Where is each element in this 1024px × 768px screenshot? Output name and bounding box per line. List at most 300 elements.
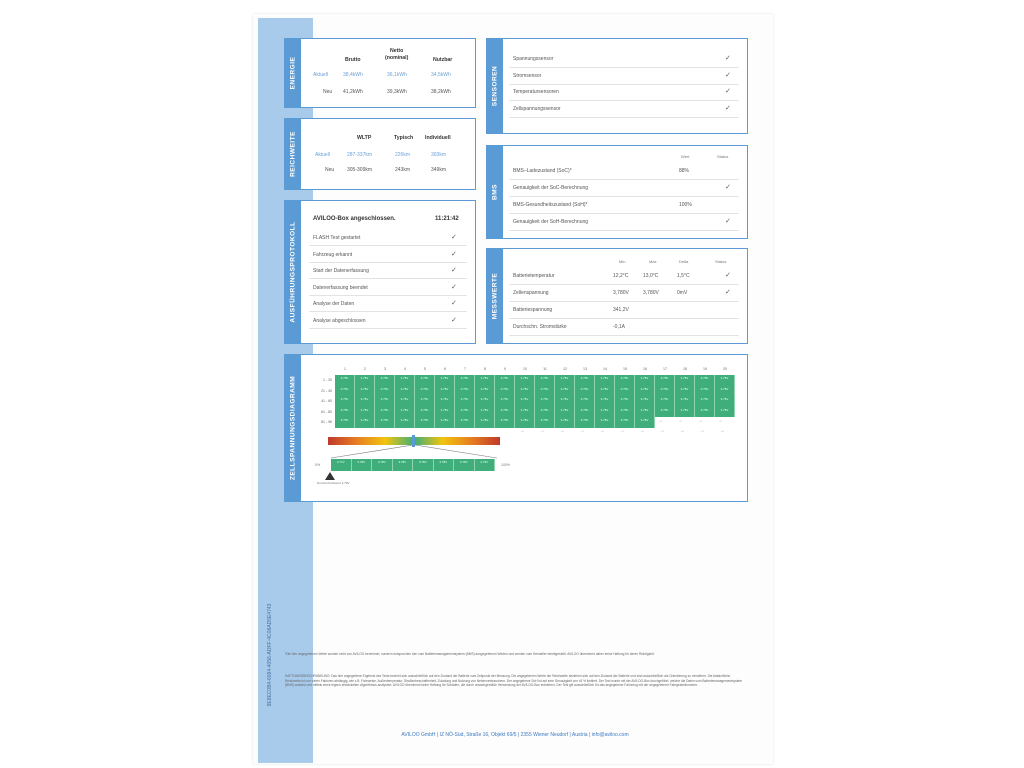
cell-voltage: [695, 407, 715, 418]
row-divider: [509, 117, 739, 118]
row-label: 1 - 20: [323, 378, 332, 382]
column-number: 8: [484, 367, 486, 371]
cell-voltage: [615, 386, 635, 397]
legend-bar: [331, 459, 495, 471]
cell-voltage-value: 3.78V: [400, 376, 409, 380]
cell-voltage: [455, 386, 475, 397]
bms-header-wert: Wert: [681, 154, 690, 159]
bms-panel: [486, 145, 748, 239]
cell-voltage-value: 3.78V: [460, 407, 469, 412]
legend-cell-value: 3.78V: [357, 460, 366, 464]
empty-cell-marker: —: [620, 428, 625, 433]
column-number: 19: [703, 367, 707, 371]
cell-voltage: [675, 386, 695, 397]
messwert-value: 3,780V: [643, 290, 659, 296]
energie-tab: ENERGIE: [285, 39, 301, 107]
cell-voltage-value: 3.78V: [440, 407, 449, 412]
cell-voltage: [575, 417, 595, 428]
energie-panel: [284, 38, 476, 108]
cell-voltage-value: 3.78V: [360, 418, 369, 422]
cell-voltage-value: 3.78V: [480, 386, 489, 391]
cell-voltage-value: 3.78V: [340, 386, 349, 391]
cell-voltage: [375, 386, 395, 397]
reichweite-header-typisch: Typisch: [394, 135, 414, 141]
row-label: 81 - 96: [321, 420, 332, 424]
cell-voltage-value: 3.78V: [500, 397, 509, 401]
cell-voltage: [355, 375, 375, 386]
cell-voltage-value: 3.78V: [600, 407, 609, 412]
cell-voltage: [375, 375, 395, 386]
bms-item-label: BMS-Gesundheitszustand (SoH)*: [513, 202, 588, 208]
check-icon: ✓: [451, 234, 457, 241]
messwerte-header-status: Status: [715, 259, 727, 264]
cell-voltage-value: 3.78V: [340, 418, 349, 422]
empty-cell-marker: —: [640, 428, 645, 433]
footnote-bms: *Die hier angegebenen Werte wurden nicht von AVILOO berechnet, sondern entsprechen den vom Batteriemanagementsystem (BMS) ausgegebenen Werten und werden vom Hersteller bereitgestellt. AVILOO übernimmt daher keine Haftung für deren Richtigkeit.: [285, 652, 655, 656]
cell-voltage-value: 3.78V: [340, 397, 349, 401]
cell-voltage-value: 3.78V: [700, 376, 709, 380]
empty-cell-marker: —: [678, 418, 683, 424]
cell-voltage-value: 3.78V: [380, 397, 389, 401]
legend-cell-value: 3.77V: [336, 460, 345, 464]
sensoren-panel: [486, 38, 748, 134]
cell-voltage: [595, 417, 615, 428]
messwert-label: Zellenspannung: [513, 290, 549, 296]
cell-voltage: [615, 396, 635, 407]
cell-voltage-value: 3.78V: [480, 407, 489, 412]
cell-voltage-value: 3.78V: [560, 386, 569, 391]
bms-item-value: 100%: [679, 202, 692, 208]
row-divider: [309, 245, 467, 246]
cell-voltage-value: 3.78V: [660, 386, 669, 391]
column-number: 16: [643, 367, 647, 371]
empty-cell-marker: —: [700, 428, 705, 433]
protokoll-tab: AUSFÜHRUNGSPROTOKOLL: [285, 201, 301, 343]
cell-voltage-value: 3.78V: [560, 397, 569, 401]
cell-voltage: [415, 386, 435, 397]
cell-voltage-value: 3.78V: [500, 376, 509, 380]
cell-voltage-value: 3.78V: [540, 407, 549, 412]
messwerte-panel: [486, 248, 748, 344]
cell-voltage-value: 3.78V: [580, 407, 589, 412]
cell-voltage: [675, 407, 695, 418]
cell-voltage-value: 3.78V: [600, 386, 609, 391]
cell-voltage-value: 3.78V: [620, 386, 629, 391]
check-icon: ✓: [451, 250, 457, 258]
cell-voltage: [695, 396, 715, 407]
row-divider: [509, 67, 739, 68]
cell-voltage-value: 3.78V: [400, 418, 409, 422]
cell-voltage-value: 3.78V: [380, 418, 389, 422]
messwert-label: Durchschn. Stromstärke: [513, 324, 567, 330]
cell-voltage: [515, 375, 535, 386]
cell-voltage: [395, 375, 415, 386]
cell-voltage: [635, 417, 655, 428]
row-divider: [509, 100, 739, 101]
row-divider: [309, 328, 467, 329]
messwerte-tab: MESSWERTE: [487, 249, 503, 343]
cell-voltage-value: 3.78V: [420, 386, 429, 391]
row-divider: [309, 262, 467, 263]
row-divider: [509, 196, 739, 197]
cell-voltage: [515, 386, 535, 397]
cell-voltage-value: 3.78V: [540, 418, 549, 422]
cell-voltage-value: 3.78V: [400, 407, 409, 412]
legend-cell: [413, 459, 434, 471]
cell-voltage-value: 3.78V: [700, 397, 709, 401]
column-number: 2: [364, 367, 366, 371]
check-icon: ✓: [725, 272, 731, 279]
cell-voltage-value: 3.78V: [660, 376, 669, 380]
bms-header-status: Status: [717, 154, 729, 159]
cell-voltage-value: 3.78V: [360, 376, 369, 380]
messwert-label: Batteriespannung: [513, 307, 553, 313]
row-divider: [509, 335, 739, 336]
cell-voltage-value: 3.78V: [680, 376, 689, 380]
empty-cell-marker: —: [720, 428, 725, 433]
cell-voltage: [415, 407, 435, 418]
cell-voltage-value: 3.78V: [680, 397, 689, 401]
cell-voltage: [555, 396, 575, 407]
legend-cell-value: 3.79V: [480, 460, 489, 464]
cell-voltage: [495, 386, 515, 397]
energie-row-label: Neu: [323, 89, 333, 95]
bms-item-value: 88%: [679, 168, 690, 174]
check-icon: ✓: [725, 71, 731, 79]
cell-voltage: [475, 417, 495, 428]
reichweite-header-wltp: WLTP: [357, 135, 372, 141]
cell-voltage-value: 3.78V: [700, 407, 709, 412]
cell-voltage: [635, 396, 655, 407]
cell-voltage-value: 3.78V: [720, 397, 729, 401]
check-icon: ✓: [451, 316, 457, 324]
cell-voltage: [495, 417, 515, 428]
cell-voltage-value: 3.78V: [460, 418, 469, 422]
cell-voltage: [615, 375, 635, 386]
column-number: 6: [444, 367, 446, 371]
empty-cell-marker: —: [520, 428, 525, 433]
check-icon: ✓: [725, 55, 731, 62]
check-icon: ✓: [725, 289, 731, 296]
cell-voltage-value: 3.78V: [380, 386, 389, 391]
cell-voltage: [635, 375, 655, 386]
cell-voltage: [375, 417, 395, 428]
cell-voltage-value: 3.78V: [420, 397, 429, 401]
protokoll-item: Start der Datenerfassung: [313, 268, 369, 274]
footnote-haftung: HAFTUNGSBESCHRÄNKUNG: Das hier angegebene Ergebnis des Tests bezieht sich ausschließlich auf den Zustand der Batterie zum Zeitpunkt der Messung. Die angegebenen Werte der Reichweite beziehen sich auf den Zustand der Batterie und sind ausschließlich als Orientierung zu verstehen. Die tatsächliche Reichweite ist von vielen Faktoren abhängig, wie z.B. Fahrweise, Außentemperatur, Straßenbeschaffenheit, Zuladung und Nutzung von Nebenverbrauchern. Der angegebene SoH ist auf eine Genauigkeit von ±5 % limitiert. Der Test wurde mit der AVILOO-Box durchgeführt, welche die Daten vom Batteriemanagementsystem (BMS) ausliest und mittels eines eigens entwickelten Algorithmus analysiert. AVILOO übernimmt keine Haftung für Schäden, die durch unsachgemäße Verwendung der AVILOO-Box entstehen. Der Test gilt ausschließlich für das angegebene Fahrzeug mit der angegebenen Fahrgestellnummer.: [285, 674, 743, 688]
protokoll-item: Analyse der Daten: [313, 301, 355, 307]
cell-voltage-value: 3.78V: [680, 386, 689, 391]
legend-cell-value: 3.78V: [418, 460, 427, 464]
column-number: 13: [583, 367, 587, 371]
cell-voltage: [355, 417, 375, 428]
column-number: 10: [523, 367, 527, 371]
messwerte-header-delta: Delta: [679, 259, 689, 264]
bms-tab: BMS: [487, 146, 503, 238]
check-icon: ✓: [451, 283, 457, 291]
zellspannung-panel: [284, 354, 748, 502]
zellspannung-tab: ZELLSPANNUNGSDIAGRAMM: [285, 355, 301, 501]
reichweite-value: 303km: [431, 152, 447, 158]
row-divider: [509, 230, 739, 231]
row-divider: [509, 179, 739, 180]
cell-voltage: [575, 386, 595, 397]
cell-voltage: [715, 396, 735, 407]
cell-voltage: [495, 375, 515, 386]
cell-voltage: [395, 386, 415, 397]
protokoll-item: Datenerfassung beendet: [313, 284, 368, 291]
cell-voltage-value: 3.78V: [400, 386, 409, 391]
cell-voltage: [695, 375, 715, 386]
row-divider: [509, 318, 739, 319]
cell-voltage-value: 3.78V: [620, 418, 629, 422]
cell-voltage: [635, 407, 655, 418]
cell-voltage: [555, 407, 575, 418]
footer-address: AVILOO GmbH | IZ NÖ-Süd, Straße 16, Objekt 69/5 | 2355 Wiener Neudorf | Austria | info@aviloo.com: [401, 732, 629, 738]
cell-voltage: [435, 386, 455, 397]
check-icon: ✓: [725, 218, 731, 225]
cell-voltage: [335, 375, 355, 386]
zoom-lines: [325, 445, 505, 459]
column-number: 7: [464, 367, 466, 371]
row-divider: [509, 84, 739, 85]
row-divider: [509, 301, 739, 302]
cell-voltage: [395, 407, 415, 418]
energie-header-brutto: Brutto: [345, 57, 361, 63]
reichweite-tab: REICHWEITE: [285, 119, 301, 189]
column-number: 3: [384, 367, 386, 371]
cell-voltage-value: 3.78V: [620, 397, 629, 401]
cell-voltage-value: 3.78V: [520, 418, 529, 422]
cell-voltage: [355, 396, 375, 407]
cell-voltage: [675, 375, 695, 386]
cell-voltage: [435, 417, 455, 428]
reichweite-row-label: Aktuell: [315, 152, 331, 158]
cell-voltage-value: 3.78V: [520, 407, 529, 412]
cell-voltage-value: 3.78V: [400, 397, 409, 401]
energie-row-label: Aktuell: [313, 72, 329, 78]
cell-voltage-value: 3.78V: [500, 418, 509, 422]
cell-voltage: [715, 386, 735, 397]
cell-voltage-value: 3.78V: [640, 418, 649, 422]
cell-voltage-value: 3.78V: [600, 397, 609, 401]
cell-voltage-value: 3.78V: [340, 376, 349, 380]
cell-voltage: [335, 396, 355, 407]
legend-cell: [352, 459, 373, 471]
cell-voltage-value: 3.78V: [420, 407, 429, 412]
messwert-value: 0mV: [677, 290, 688, 296]
legend-cell-value: 3.78V: [459, 460, 468, 464]
cell-voltage: [595, 396, 615, 407]
cell-voltage-value: 3.78V: [480, 397, 489, 401]
cell-voltage: [715, 407, 735, 418]
cell-voltage: [515, 417, 535, 428]
cell-voltage-value: 3.78V: [620, 407, 629, 412]
cell-voltage-value: 3.78V: [440, 397, 449, 401]
cell-voltage: [655, 386, 675, 397]
energie-value: 38,2kWh: [431, 89, 451, 95]
cell-voltage-value: 3.78V: [660, 407, 669, 412]
legend-cell-value: 3.78V: [377, 460, 386, 464]
legend-max-label: 100%: [501, 463, 510, 467]
energie-value: 34,5kWh: [431, 72, 451, 78]
cell-voltage-value: 3.78V: [580, 397, 589, 401]
cell-voltage-value: 3.78V: [720, 386, 729, 391]
cell-voltage-value: 3.78V: [440, 418, 449, 422]
reichweite-value: 243km: [395, 167, 411, 173]
check-icon: ✓: [725, 184, 731, 191]
column-number: 18: [683, 367, 687, 371]
cell-voltage: [495, 407, 515, 418]
messwert-value: 3,780V: [613, 290, 629, 296]
cell-voltage: [575, 375, 595, 386]
reichweite-panel: [284, 118, 476, 190]
empty-cell-marker: —: [718, 418, 723, 424]
column-number: 12: [563, 367, 567, 371]
cell-voltage-value: 3.78V: [440, 376, 449, 380]
cell-voltage: [395, 396, 415, 407]
cell-voltage-value: 3.78V: [560, 407, 569, 412]
legend-cell: [393, 459, 414, 471]
cell-voltage: [635, 386, 655, 397]
cell-voltage: [595, 407, 615, 418]
cell-voltage-value: 3.78V: [460, 397, 469, 401]
cell-voltage-value: 3.78V: [520, 397, 529, 401]
legend-cell: [331, 459, 352, 471]
cell-voltage: [615, 407, 635, 418]
bms-item-label: Genauigkeit der SoC-Berechnung: [513, 185, 589, 191]
reichweite-value: 349km: [431, 167, 447, 173]
legend-cell-value: 3.78V: [439, 460, 448, 464]
cell-voltage: [555, 386, 575, 397]
cell-voltage: [555, 375, 575, 386]
cell-voltage-value: 3.78V: [480, 376, 489, 380]
reichweite-row-label: Neu: [325, 167, 335, 173]
cell-voltage-value: 3.78V: [660, 397, 669, 401]
messwert-value: 12,2°C: [613, 273, 629, 279]
cell-voltage: [395, 417, 415, 428]
cell-voltage-value: 3.78V: [640, 386, 649, 391]
row-divider: [309, 278, 467, 279]
cell-voltage: [475, 396, 495, 407]
cell-voltage-value: 3.78V: [640, 397, 649, 401]
cell-voltage: [515, 396, 535, 407]
column-number: 9: [504, 367, 506, 371]
cell-voltage-value: 3.78V: [420, 418, 429, 422]
cell-voltage: [435, 396, 455, 407]
cell-voltage: [335, 407, 355, 418]
cell-voltage-value: 3.78V: [500, 407, 509, 412]
cell-voltage: [495, 396, 515, 407]
messwert-value: 341,2V: [613, 307, 629, 313]
check-icon: ✓: [451, 300, 457, 307]
legend-min-label: 0%: [315, 463, 321, 467]
cell-voltage-value: 3.78V: [640, 376, 649, 380]
cell-voltage: [475, 386, 495, 397]
cell-voltage: [435, 407, 455, 418]
cell-voltage-value: 3.78V: [340, 407, 349, 412]
protokoll-title: AVILOO-Box angeschlossen.: [313, 216, 396, 222]
bms-item-label: Genauigkeit der SoH-Berechnung: [513, 219, 589, 225]
cell-voltage-value: 3.78V: [620, 376, 629, 380]
cell-voltage-value: 3.78V: [640, 407, 649, 412]
row-label: 61 - 80: [321, 409, 332, 414]
row-divider: [509, 213, 739, 214]
cell-voltage-value: 3.78V: [460, 376, 469, 380]
empty-cell-marker: —: [540, 428, 545, 433]
cell-voltage-value: 3.78V: [380, 376, 389, 380]
cell-voltage-value: 3.78V: [680, 407, 689, 412]
protokoll-panel: [284, 200, 476, 344]
column-number: 1: [344, 367, 346, 371]
column-number: 14: [603, 367, 607, 371]
empty-cell-marker: —: [658, 418, 663, 424]
cell-voltage-value: 3.78V: [500, 386, 509, 391]
cell-voltage-value: 3.78V: [460, 386, 469, 391]
cell-voltage: [375, 396, 395, 407]
cell-voltage: [535, 417, 555, 428]
cell-voltage-value: 3.78V: [560, 376, 569, 380]
protokoll-time: 11:21:42: [435, 216, 459, 222]
cell-voltage: [415, 417, 435, 428]
cell-voltage: [675, 396, 695, 407]
cell-voltage-value: 3.78V: [600, 418, 609, 422]
cell-voltage: [595, 386, 615, 397]
cell-voltage: [375, 407, 395, 418]
messwert-value: 1,5°C: [677, 273, 690, 279]
legend-cell: [454, 459, 475, 471]
legend-cell-value: 3.78V: [398, 460, 407, 464]
cell-voltage: [435, 375, 455, 386]
cell-voltage-value: 3.78V: [560, 418, 569, 422]
document-id: 9E8EC0B4-6094-4056-ADFF-4C08AD5E4743: [267, 603, 273, 707]
cell-voltage-value: 3.78V: [420, 376, 429, 380]
cell-voltage: [335, 417, 355, 428]
messwerte-header-min: Min: [619, 259, 626, 264]
protokoll-item: FLASH Test gestartet: [313, 235, 361, 241]
row-divider: [509, 284, 739, 285]
reichweite-value: 305-309km: [347, 167, 373, 173]
reichweite-value: 226km: [395, 152, 411, 158]
check-icon: ✓: [451, 267, 457, 274]
cell-voltage-value: 3.78V: [700, 386, 709, 391]
cell-voltage: [455, 417, 475, 428]
sensoren-tab: SENSOREN: [487, 39, 503, 133]
empty-cell-marker: —: [680, 428, 685, 433]
cell-voltage: [515, 407, 535, 418]
cell-voltage: [535, 396, 555, 407]
legend-marker-label: Durchschnittswert 3.78V: [317, 481, 350, 485]
empty-cell-marker: —: [580, 428, 585, 433]
cell-voltage: [355, 407, 375, 418]
cell-voltage: [475, 375, 495, 386]
energie-value: 38,4kWh: [343, 72, 363, 78]
sensor-item: Spannungssensor: [513, 56, 554, 62]
check-icon: ✓: [725, 88, 731, 95]
cell-voltage-value: 3.78V: [480, 418, 489, 422]
cell-voltage: [335, 386, 355, 397]
cell-voltage: [715, 375, 735, 386]
check-icon: ✓: [725, 104, 731, 112]
legend-cell: [475, 459, 496, 471]
empty-cell-marker: —: [560, 428, 565, 433]
row-label: 41 - 60: [321, 399, 332, 403]
messwert-value: -0,1A: [613, 324, 625, 330]
cell-voltage: [695, 386, 715, 397]
cell-voltage-value: 3.78V: [520, 376, 529, 380]
energie-header-netto: Netto (nominal): [385, 48, 409, 61]
empty-cell-marker: —: [600, 428, 605, 433]
